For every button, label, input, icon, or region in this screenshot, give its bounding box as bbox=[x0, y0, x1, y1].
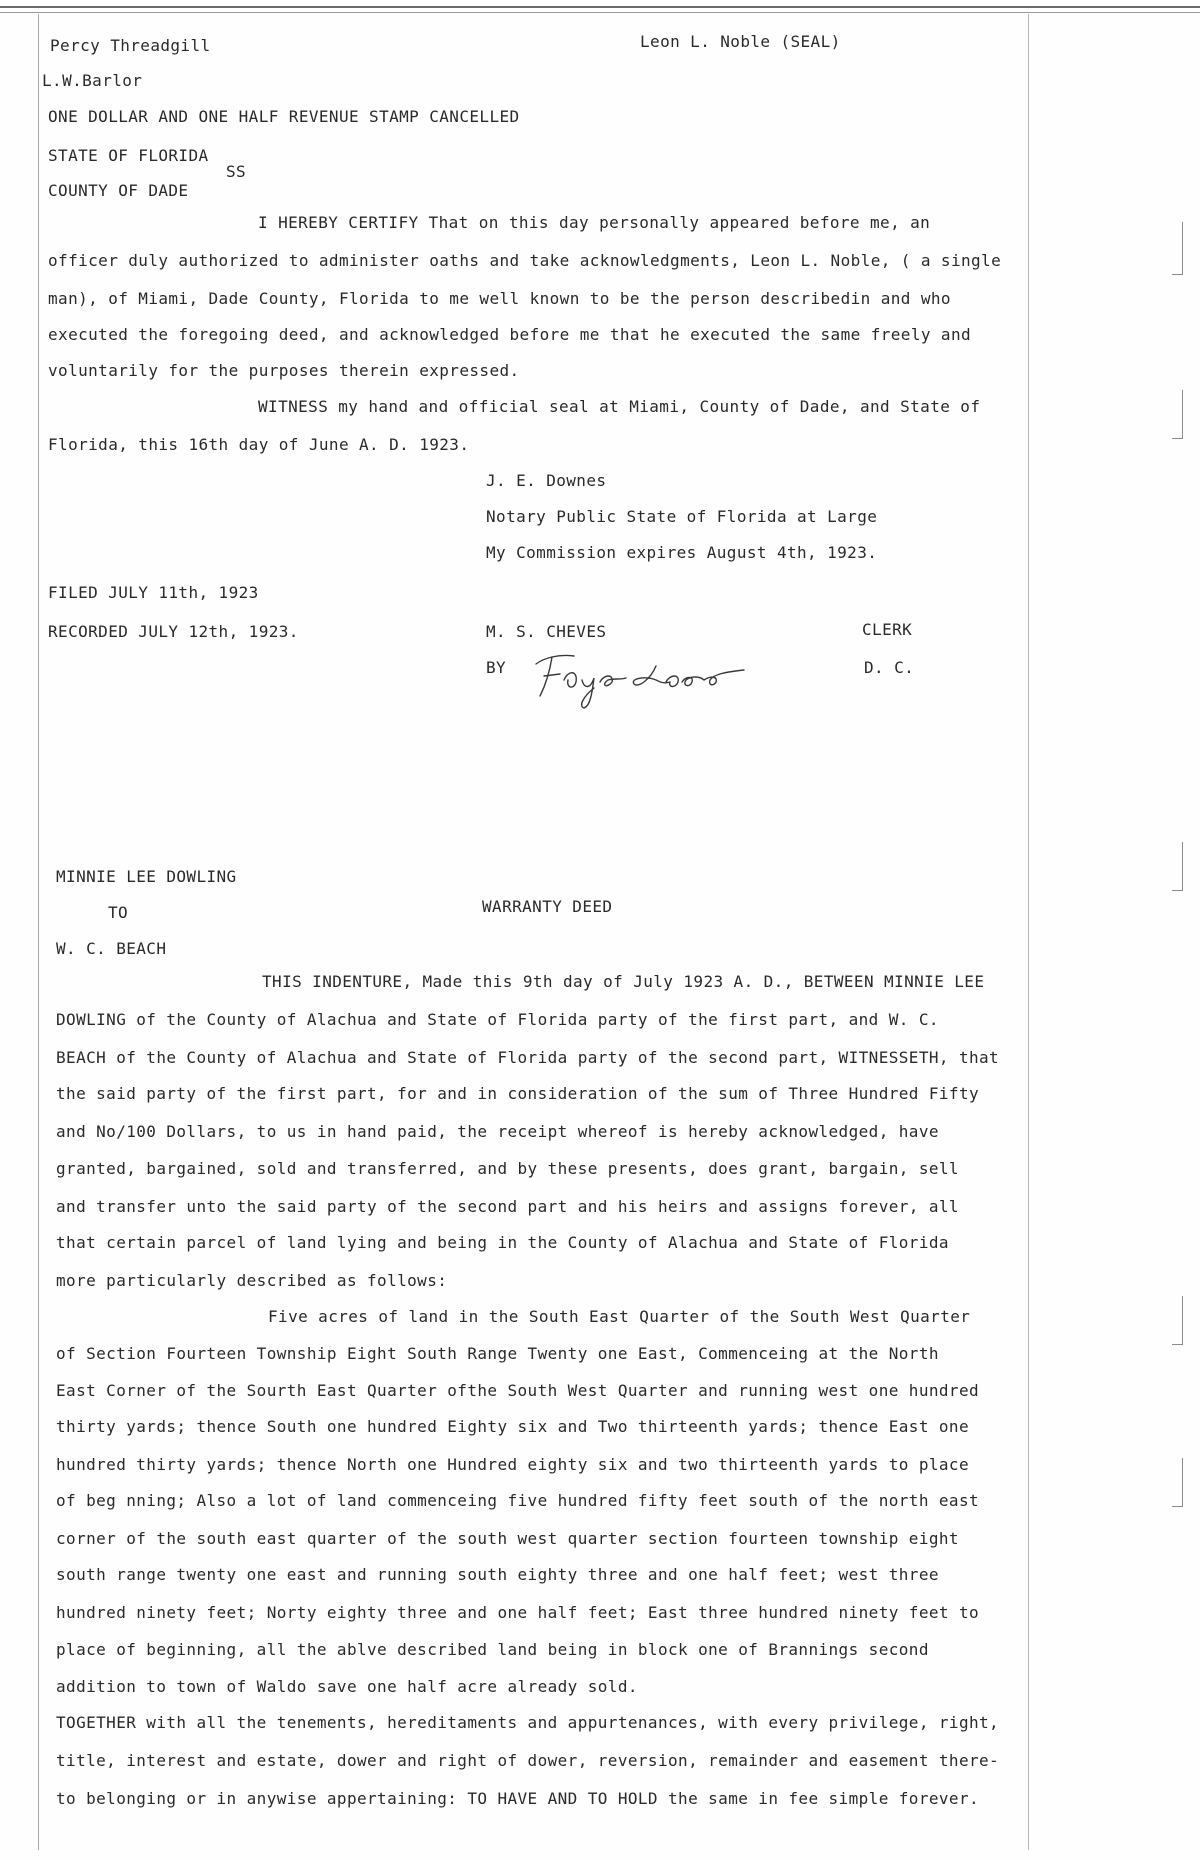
text-line: the said party of the first part, for and in consideration of the sum of Three Hundred Fifty bbox=[56, 1084, 980, 1103]
text-line: granted, bargained, sold and transferred, and by these presents, does grant, bargain, sell bbox=[56, 1159, 959, 1178]
text-line: corner of the south east quarter of the south west quarter section fourteen township eight bbox=[56, 1529, 959, 1548]
text-line: Florida, this 16th day of June A. D. 1923. bbox=[48, 435, 470, 454]
margin-bracket bbox=[1172, 1458, 1183, 1507]
text-line: thirty yards; thence South one hundred Eighty six and Two thirteenth yards; thence East one bbox=[56, 1417, 969, 1436]
left-margin-rule bbox=[38, 14, 39, 1850]
margin-bracket bbox=[1172, 842, 1183, 891]
deed-grantor: MINNIE LEE DOWLING bbox=[56, 867, 237, 886]
witness-name: Percy Threadgill bbox=[50, 36, 211, 55]
text-line: I HEREBY CERTIFY That on this day personally appeared before me, an bbox=[258, 213, 931, 232]
clerk-name: M. S. CHEVES bbox=[486, 622, 607, 641]
notary-name: J. E. Downes bbox=[486, 471, 607, 490]
deed-grantee: W. C. BEACH bbox=[56, 939, 167, 958]
text-line: to belonging or in anywise appertaining: TO HAVE AND TO HOLD the same in fee simple forever. bbox=[56, 1789, 980, 1808]
text-line: more particularly described as follows: bbox=[56, 1271, 448, 1290]
clerk-title: CLERK bbox=[862, 620, 913, 639]
text-line: hundred ninety feet; Norty eighty three and one half feet; East three hundred ninety feet to bbox=[56, 1603, 980, 1622]
handwritten-signature bbox=[530, 640, 750, 710]
filed-date: FILED JULY 11th, 1923 bbox=[48, 583, 259, 602]
text-line: man), of Miami, Dade County, Florida to me well known to be the person describedin and who bbox=[48, 289, 951, 308]
text-line: place of beginning, all the ablve described land being in block one of Brannings second bbox=[56, 1640, 929, 1659]
right-margin-rule bbox=[1028, 14, 1029, 1850]
text-line: and No/100 Dollars, to us in hand paid, the receipt whereof is hereby acknowledged, have bbox=[56, 1122, 939, 1141]
text-line: BEACH of the County of Alachua and State of Florida party of the second part, WITNESSETH, that bbox=[56, 1048, 1000, 1067]
margin-bracket bbox=[1172, 390, 1183, 439]
text-line: East Corner of the Sourth East Quarter ofthe South West Quarter and running west one hundred bbox=[56, 1381, 980, 1400]
margin-bracket bbox=[1172, 1296, 1183, 1345]
grantor-seal: Leon L. Noble (SEAL) bbox=[640, 32, 841, 51]
text-line: officer duly authorized to administer oaths and take acknowledgments, Leon L. Noble, ( a single bbox=[48, 251, 1002, 270]
deputy-clerk: D. C. bbox=[864, 658, 915, 677]
notary-title: Notary Public State of Florida at Large bbox=[486, 507, 878, 526]
text-line: hundred thirty yards; thence North one Hundred eighty six and two thirteenth yards to place bbox=[56, 1455, 969, 1474]
text-line: Five acres of land in the South East Quarter of the South West Quarter bbox=[268, 1307, 971, 1326]
recorded-date: RECORDED JULY 12th, 1923. bbox=[48, 622, 299, 641]
text-line: voluntarily for the purposes therein expressed. bbox=[48, 361, 520, 380]
text-line: of Section Fourteen Township Eight South Range Twenty one East, Commenceing at the North bbox=[56, 1344, 939, 1363]
notary-commission: My Commission expires August 4th, 1923. bbox=[486, 543, 878, 562]
state-heading: STATE OF FLORIDA bbox=[48, 146, 209, 165]
text-line: addition to town of Waldo save one half acre already sold. bbox=[56, 1677, 638, 1696]
top-rule bbox=[0, 6, 1200, 8]
top-rule-thin bbox=[0, 12, 1200, 13]
ss-mark: SS bbox=[226, 162, 247, 181]
witness-name: L.W.Barlor bbox=[42, 71, 143, 90]
text-line: DOWLING of the County of Alachua and State of Florida party of the first part, and W. C. bbox=[56, 1010, 939, 1029]
text-line: of beg nning; Also a lot of land commenceing five hundred fifty feet south of the north east bbox=[56, 1491, 980, 1510]
text-line: and transfer unto the said party of the second part and his heirs and assigns forever, all bbox=[56, 1197, 959, 1216]
margin-bracket bbox=[1172, 222, 1183, 275]
county-heading: COUNTY OF DADE bbox=[48, 181, 189, 200]
deed-type: WARRANTY DEED bbox=[482, 897, 613, 916]
text-line: WITNESS my hand and official seal at Miami, County of Dade, and State of bbox=[258, 397, 981, 416]
text-line: executed the foregoing deed, and acknowledged before me that he executed the same freely and bbox=[48, 325, 972, 344]
text-line: that certain parcel of land lying and being in the County of Alachua and State of Florida bbox=[56, 1233, 949, 1252]
deed-to: TO bbox=[108, 903, 129, 922]
text-line: south range twenty one east and running south eighty three and one half feet; west three bbox=[56, 1565, 939, 1584]
by-label: BY bbox=[486, 658, 507, 677]
text-line: title, interest and estate, dower and right of dower, reversion, remainder and easement there- bbox=[56, 1751, 1000, 1770]
text-line: TOGETHER with all the tenements, hereditaments and appurtenances, with every privilege, right, bbox=[56, 1713, 1000, 1732]
stamp-note: ONE DOLLAR AND ONE HALF REVENUE STAMP CANCELLED bbox=[48, 107, 520, 126]
text-line: THIS INDENTURE, Made this 9th day of July 1923 A. D., BETWEEN MINNIE LEE bbox=[262, 972, 985, 991]
